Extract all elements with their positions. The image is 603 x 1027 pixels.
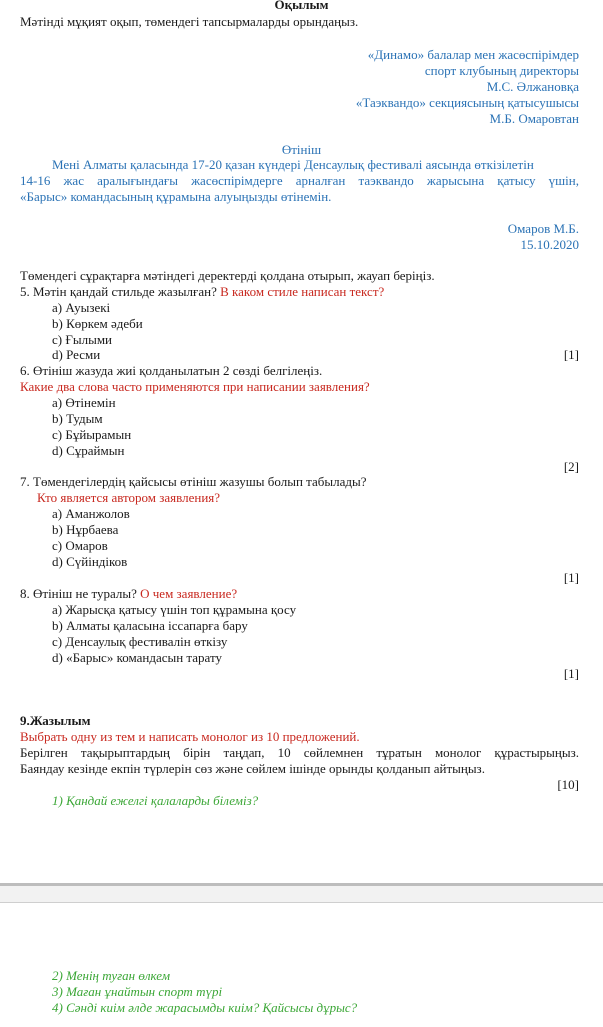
addressee-line: «Динамо» балалар мен жасөспірімдер <box>367 47 579 62</box>
option: b) Нұрбаева <box>52 522 119 537</box>
score-label: [10] <box>557 777 579 792</box>
option: a) Жарысқа қатысу үшін топ құрамына қосу <box>52 602 297 617</box>
question-5 <box>20 284 384 300</box>
page-gap <box>0 886 603 902</box>
task-intro: Төмендегі сұрақтарға мәтіндегі деректерді қолдана отырып, жауап беріңіз. <box>20 268 435 283</box>
option: d) Сүйіндіков <box>52 554 128 569</box>
page-title: Оқылым <box>274 0 329 12</box>
option: a) Өтінемін <box>52 395 116 410</box>
letter-body-line: 14-16 жас аралығындағы жасөспірімдерге арналған таэквандо жарысына қатысу үшін, <box>20 173 579 188</box>
score-label: [1] <box>563 347 579 362</box>
signature-name: Омаров М.Б. <box>507 221 579 236</box>
addressee-line: спорт клубының директоры <box>424 63 579 78</box>
writing-title: 9.Жазылым <box>20 713 91 728</box>
option: c) Омаров <box>52 538 108 553</box>
question-text: 5. Мәтін қандай стильде жазылған? <box>20 284 217 299</box>
question-8 <box>20 586 237 602</box>
option: d) Сұраймын <box>52 443 125 458</box>
reading-instruction: Мәтінді мұқият оқып, төмендегі тапсырмаларды орындаңыз. <box>20 14 359 29</box>
option: c) Денсаулық фестивалін өткізу <box>52 634 228 649</box>
topic-item: 2) Менің туған өлкем <box>52 968 171 983</box>
score-label: [1] <box>563 666 579 681</box>
option: c) Бұйырамын <box>52 427 132 442</box>
option: d) Ресми <box>52 347 101 362</box>
option: a) Аманжолов <box>52 506 130 521</box>
signature-date: 15.10.2020 <box>520 237 579 252</box>
question-translation: Какие два слова часто применяются при написании заявления? <box>20 379 370 394</box>
addressee-line: «Таэквандо» секциясының қатысушысы <box>355 95 579 110</box>
topic-item: 3) Маған ұнайтын спорт түрі <box>52 984 223 999</box>
question-text: 6. Өтініш жазуда жиі қолданылатын 2 сөзді белгілеңіз. <box>20 363 323 378</box>
question-translation: Кто является автором заявления? <box>37 490 221 505</box>
addressee-line: М.С. Әлжановқа <box>486 79 579 94</box>
letter-body-line: Мені Алматы қаласында 17-20 қазан күндері Денсаулық фестивалі аясында өткізілетін <box>52 157 534 172</box>
writing-instruction-line: Баяндау кезінде екпін түрлерін сөз және сөйлем ішінде орынды қолданып айтыңыз. <box>20 761 485 776</box>
letter-heading: Өтініш <box>281 142 322 157</box>
writing-instruction-line: Берілген тақырыптардың бірін таңдап, 10 сөйлемнен тұратын монолог құрастырыңыз. <box>20 745 579 760</box>
option: a) Ауызекі <box>52 300 111 315</box>
option: b) Көркем әдеби <box>52 316 143 331</box>
topic-item: 1) Қандай ежелгі қалаларды білеміз? <box>52 793 259 808</box>
score-label: [1] <box>563 570 579 585</box>
option: c) Ғылыми <box>52 332 113 347</box>
question-translation: В каком стиле написан текст? <box>220 284 385 299</box>
topic-item: 4) Сәнді киім әлде жарасымды киім? Қайсысы дұрыс? <box>52 1000 358 1015</box>
writing-translation: Выбрать одну из тем и написать монолог из 10 предложений. <box>20 729 360 744</box>
addressee-line: М.Б. Омаровтан <box>489 111 579 126</box>
letter-body-line: «Барыс» командасының құрамына алуыңызды өтінемін. <box>20 189 332 204</box>
score-label: [2] <box>563 459 579 474</box>
option: d) «Барыс» командасын тарату <box>52 650 222 665</box>
page-separator <box>0 902 603 903</box>
option: b) Тудым <box>52 411 103 426</box>
question-text: 8. Өтініш не туралы? <box>20 586 137 601</box>
question-text: 7. Төмендегілердің қайсысы өтініш жазушы болып табылады? <box>20 474 367 489</box>
option: b) Алматы қаласына іссапарға бару <box>52 618 248 633</box>
question-translation: О чем заявление? <box>140 586 238 601</box>
